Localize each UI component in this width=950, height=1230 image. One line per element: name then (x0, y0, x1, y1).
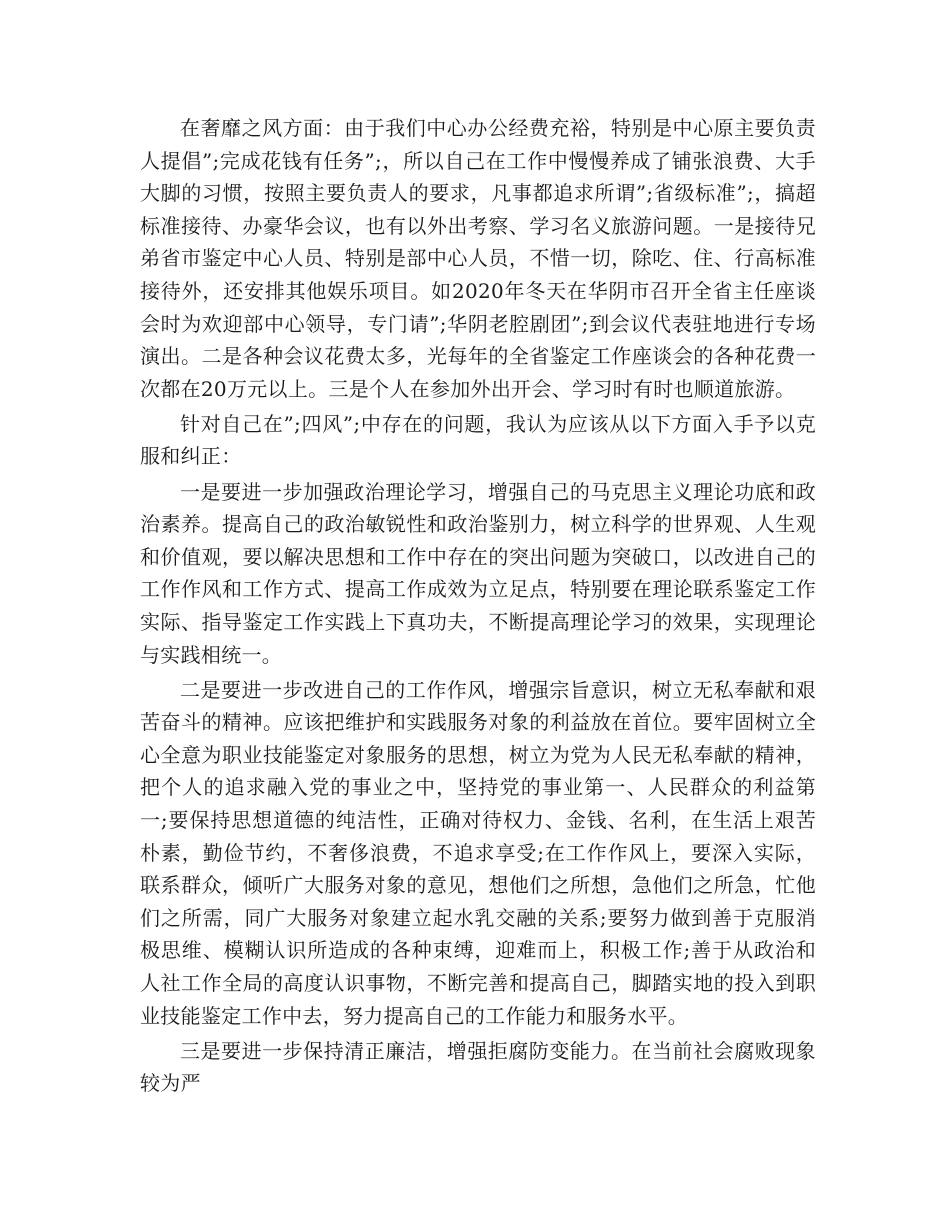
paragraph-point-one: 一是要进一步加强政治理论学习，增强自己的马克思主义理论功底和政治素养。提高自己的政治敏锐性和政治鉴别力，树立科学的世界观、人生观和价值观，要以解决思想和工作中存在的突出问题为突破口，以改进自己的工作作风和工作方式、提高工作成效为立足点，特别要在理论联系鉴定工作实际、指导鉴定工作实践上下真功夫，不断提高理论学习的效果，实现理论与实践相统一。 (140, 479, 816, 667)
paragraph-four-winds-intro: 针对自己在”;四风”;中存在的问题，我认为应该从以下方面入手予以克服和纠正： (140, 411, 816, 469)
paragraph-point-three: 三是要进一步保持清正廉洁，增强拒腐防变能力。在当前社会腐败现象较为严 (140, 1038, 816, 1096)
paragraph-extravagance: 在奢靡之风方面：由于我们中心办公经费充裕，特别是中心原主要负责人提倡”;完成花钱有任务”;，所以自己在工作中慢慢养成了铺张浪费、大手大脚的习惯，按照主要负责人的要求，凡事都追求所谓”;省级标准”;，搞超标准接待、办豪华会议，也有以外出考察、学习名义旅游问题。一是接待兄弟省市鉴定中心人员、特别是部中心人员，不惜一切，除吃、住、行高标准接待外，还安排其他娱乐项目。如2020年冬天在华阴市召开全省主任座谈会时为欢迎部中心领导，专门请”;华阴老腔剧团”;到会议代表驻地进行专场演出。二是各种会议花费太多，光每年的全省鉴定工作座谈会的各种花费一次都在20万元以上。三是个人在参加外出开会、学习时有时也顺道旅游。 (140, 116, 816, 401)
paragraph-point-two: 二是要进一步改进自己的工作作风，增强宗旨意识，树立无私奉献和艰苦奋斗的精神。应该把维护和实践服务对象的利益放在首位。要牢固树立全心全意为职业技能鉴定对象服务的思想，树立为党为人民无私奉献的精神，把个人的追求融入党的事业之中，坚持党的事业第一、人民群众的利益第一;要保持思想道德的纯洁性，正确对待权力、金钱、名利，在生活上艰苦朴素，勤俭节约，不奢侈浪费，不追求享受;在工作作风上，要深入实际，联系群众，倾听广大服务对象的意见，想他们之所想，急他们之所急，忙他们之所需，同广大服务对象建立起水乳交融的关系;要努力做到善于克服消极思维、模糊认识所造成的各种束缚，迎难而上，积极工作;善于从政治和人社工作全局的高度认识事物，不断完善和提高自己，脚踏实地的投入到职业技能鉴定工作中去，努力提高自己的工作能力和服务水平。 (140, 677, 816, 1028)
document-body (140, 112, 816, 1102)
